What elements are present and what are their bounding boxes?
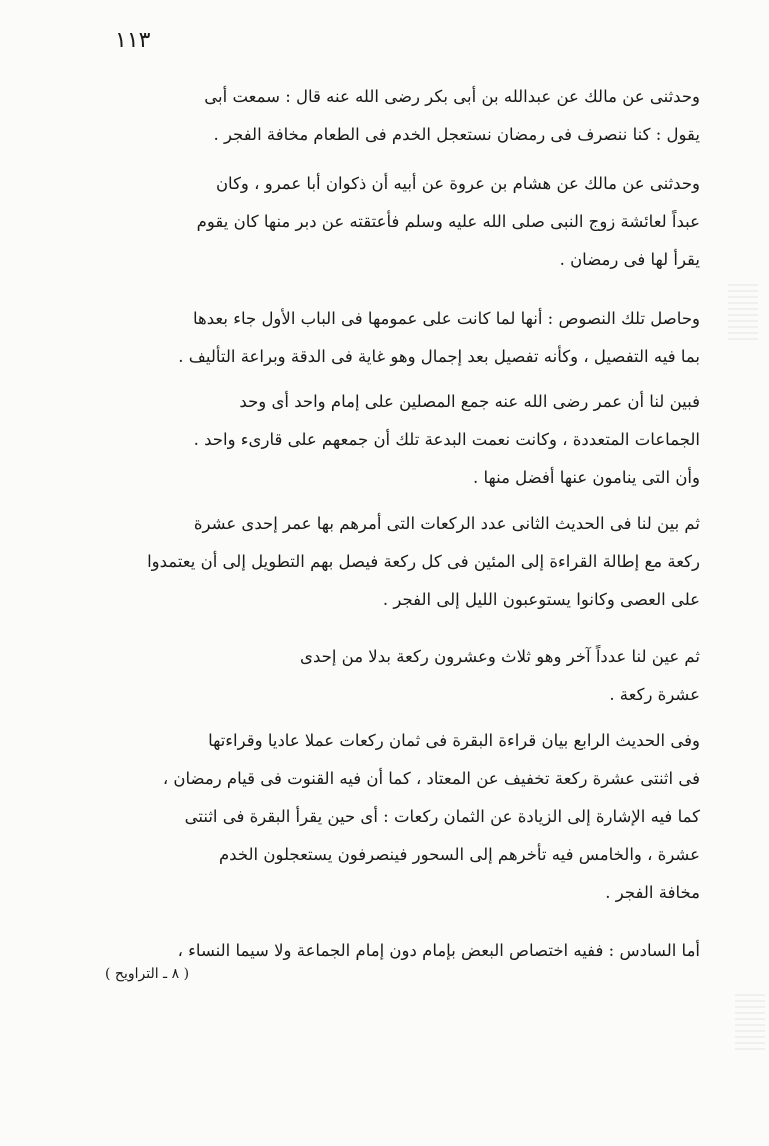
paragraph — [88, 300, 700, 376]
paragraph — [88, 638, 700, 714]
text-line: بما فيه التفصيل ، وكأنه تفصيل بعد إجمال وهو غاية فى الدقة وبراعة التأليف . — [178, 347, 700, 366]
text-line: يقرأ لها فى رمضان . — [559, 250, 700, 269]
text-line: عشرة ركعة . — [609, 685, 700, 704]
text-line: عشرة ، والخامس فيه تأخرهم إلى السحور فينصرفون يستعجلون الخدم — [218, 845, 700, 864]
paragraph — [88, 505, 700, 619]
text-line: على العصى وكانوا يستوعبون الليل إلى الفجر . — [382, 590, 700, 609]
text-line: وحدثنى عن مالك عن عبدالله بن أبى بكر رضى الله عنه قال : سمعت أبى — [204, 87, 700, 106]
text-line: كما فيه الإشارة إلى الزيادة عن الثمان ركعات : أى حين يقرأ البقرة فى اثنتى — [184, 807, 700, 826]
text-line: ثم عين لنا عدداً آخر وهو ثلاث وعشرون ركعة بدلا من إحدى — [300, 647, 700, 666]
text-line: ركعة مع إطالة القراءة إلى المئين فى كل ركعة فيصل بهم التطويل إلى أن يعتمدوا — [147, 552, 700, 571]
paragraph — [88, 78, 700, 154]
paragraph — [88, 383, 700, 497]
paragraph — [88, 722, 700, 912]
text-line: وحدثنى عن مالك عن هشام بن عروة عن أبيه أن ذكوان أبا عمرو ، وكان — [215, 174, 700, 193]
page-bleed-mark — [728, 280, 758, 340]
page-number: ١١٣ — [115, 28, 151, 53]
text-line: مخافة الفجر . — [605, 883, 700, 902]
text-line: يقول : كنا ننصرف فى رمضان نستعجل الخدم فى الطعام مخافة الفجر . — [213, 125, 700, 144]
text-line: فبين لنا أن عمر رضى الله عنه جمع المصلين على إمام واحد أى وحد — [239, 392, 700, 411]
paragraph — [88, 165, 700, 279]
text-line: عبداً لعائشة زوج النبى صلى الله عليه وسلم فأعتقته عن دبر منها كان يقوم — [196, 212, 700, 231]
text-line: وأن التى ينامون عنها أفضل منها . — [473, 468, 700, 487]
paragraph — [88, 932, 700, 970]
text-line: وحاصل تلك النصوص : أنها لما كانت على عمومها فى الباب الأول جاء بعدها — [193, 309, 700, 328]
text-line: الجماعات المتعددة ، وكانت نعمت البدعة تلك أن جمعهم على قارىء واحد . — [193, 430, 700, 449]
page-bleed-mark — [735, 990, 765, 1050]
text-line: ثم بين لنا فى الحديث الثانى عدد الركعات التى أمرهم بها عمر إحدى عشرة — [193, 514, 700, 533]
text-line: فى اثنتى عشرة ركعة تخفيف عن المعتاد ، كما أن فيه القنوت فى قيام رمضان ، — [162, 769, 700, 788]
footer-signature: ( ٨ ـ التراويح ) — [105, 966, 190, 982]
text-line: وفى الحديث الرابع بيان قراءة البقرة فى ثمان ركعات عملا عاديا وقراءتها — [208, 731, 700, 750]
text-line: أما السادس : ففيه اختصاص البعض بإمام دون إمام الجماعة ولا سيما النساء ، — [177, 941, 700, 960]
